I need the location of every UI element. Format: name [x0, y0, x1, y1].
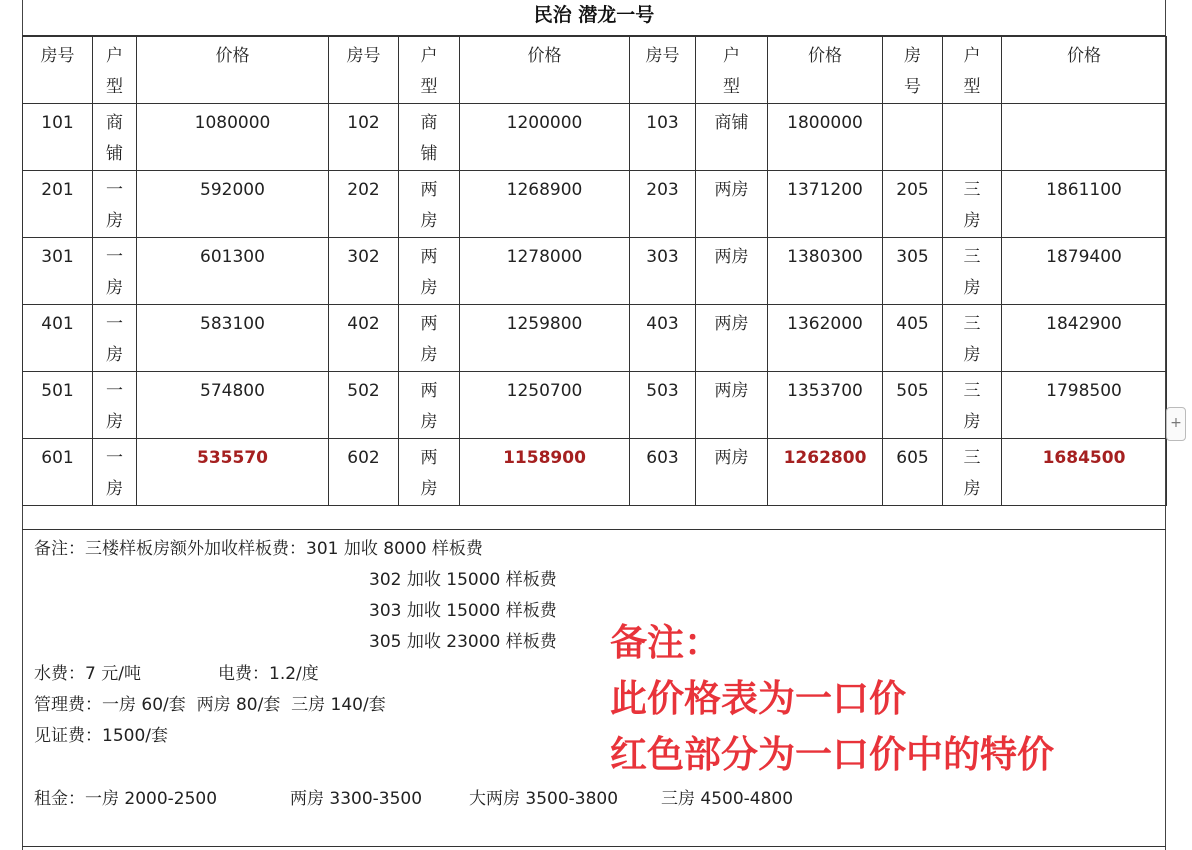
note-rent-one: 租金：一房 2000-2500 — [34, 789, 218, 809]
price-table — [22, 36, 1167, 506]
cell-text: 商铺 — [420, 113, 438, 164]
cell-price — [768, 104, 883, 171]
cell-text: 1262800 — [783, 448, 867, 468]
cell-text: 1080000 — [194, 113, 271, 133]
cell-text: 商铺 — [106, 113, 123, 164]
header-room-number — [630, 37, 696, 104]
bottom-border — [22, 846, 1166, 847]
cell-text: 103 — [646, 113, 679, 133]
cell-text: 1800000 — [787, 113, 863, 133]
header-unit-type — [399, 37, 460, 104]
cell-price — [1002, 104, 1167, 171]
cell-room-number — [23, 238, 93, 305]
cell-text: 两房 — [714, 180, 749, 200]
cell-text: 三房 — [963, 180, 981, 231]
header-price — [460, 37, 630, 104]
cell-text: 两房 — [714, 448, 749, 468]
note-sample-fee-305: 305 加收 23000 样板费 — [369, 632, 557, 652]
cell-text: 两房 — [420, 314, 438, 365]
note-rent-three: 三房 4500-4800 — [661, 789, 794, 809]
cell-unit-type — [399, 104, 460, 171]
cell-price — [137, 104, 329, 171]
note-sample-fee-303: 303 加收 15000 样板费 — [369, 601, 557, 621]
header-label: 户型 — [723, 46, 740, 97]
cell-room-number — [329, 372, 399, 439]
cell-room-number — [883, 104, 943, 171]
cell-price — [1002, 238, 1167, 305]
cell-room-number — [23, 305, 93, 372]
cell-text: 305 — [896, 247, 929, 267]
header-label: 价格 — [808, 46, 842, 66]
cell-text: 1362000 — [787, 314, 863, 334]
cell-price — [460, 238, 630, 305]
empty-row — [22, 494, 1166, 530]
cell-text: 一房 — [106, 381, 123, 432]
cell-text: 两房 — [420, 448, 438, 499]
cell-text: 1268900 — [506, 180, 583, 200]
header-label: 房号 — [346, 46, 381, 66]
cell-text: 两房 — [714, 381, 749, 401]
cell-unit-type — [943, 171, 1002, 238]
cell-text: 592000 — [200, 180, 265, 200]
header-label: 价格 — [527, 46, 562, 66]
header-label: 房号 — [645, 46, 680, 66]
table-row — [23, 372, 1167, 439]
cell-room-number — [883, 372, 943, 439]
cell-room-number — [630, 104, 696, 171]
cell-text: 603 — [646, 448, 679, 468]
cell-room-number — [883, 305, 943, 372]
cell-room-number — [883, 171, 943, 238]
overlay-note-label: 备注： — [610, 621, 721, 664]
note-sample-fee-302: 302 加收 15000 样板费 — [369, 570, 557, 590]
cell-unit-type — [696, 305, 768, 372]
cell-text: 三房 — [963, 448, 981, 499]
header-room-number — [883, 37, 943, 104]
cell-price — [137, 238, 329, 305]
cell-unit-type — [696, 372, 768, 439]
cell-price — [1002, 171, 1167, 238]
cell-unit-type — [93, 372, 137, 439]
cell-text: 302 — [347, 247, 380, 267]
cell-unit-type — [696, 238, 768, 305]
cell-text: 403 — [646, 314, 679, 334]
cell-text: 1684500 — [1042, 448, 1126, 468]
cell-text: 两房 — [714, 314, 749, 334]
cell-unit-type — [943, 238, 1002, 305]
cell-price — [137, 171, 329, 238]
cell-text: 301 — [41, 247, 74, 267]
table-row — [23, 171, 1167, 238]
cell-unit-type — [943, 305, 1002, 372]
cell-room-number — [23, 171, 93, 238]
note-sample-fee-301: 备注：三楼样板房额外加收样板费：301 加收 8000 样板费 — [34, 539, 483, 559]
cell-room-number — [329, 171, 399, 238]
cell-price — [137, 372, 329, 439]
cell-text: 535570 — [197, 448, 268, 468]
cell-price — [460, 305, 630, 372]
cell-text: 1200000 — [506, 113, 583, 133]
cell-text: 1380300 — [787, 247, 863, 267]
header-row — [23, 37, 1167, 104]
cell-text: 601 — [41, 448, 74, 468]
header-label: 价格 — [215, 46, 250, 66]
cell-unit-type — [399, 171, 460, 238]
header-label: 户型 — [420, 46, 438, 97]
cell-text: 1278000 — [506, 247, 583, 267]
cell-text: 1798500 — [1046, 381, 1122, 401]
cell-text: 1861100 — [1046, 180, 1122, 200]
cell-room-number — [23, 104, 93, 171]
header-unit-type — [93, 37, 137, 104]
cell-price — [460, 104, 630, 171]
cell-text: 605 — [896, 448, 929, 468]
cell-text: 1158900 — [503, 448, 586, 468]
cell-text: 102 — [347, 113, 380, 133]
cell-unit-type — [943, 104, 1002, 171]
header-room-number — [23, 37, 93, 104]
cell-text: 601300 — [200, 247, 265, 267]
note-water-fee: 水费：7 元/吨 — [34, 664, 141, 684]
cell-text: 583100 — [200, 314, 265, 334]
cell-price — [460, 171, 630, 238]
cell-price — [768, 238, 883, 305]
cell-unit-type — [93, 305, 137, 372]
cell-text: 三房 — [963, 381, 981, 432]
cell-text: 一房 — [106, 314, 123, 365]
cell-room-number — [630, 171, 696, 238]
header-price — [768, 37, 883, 104]
cell-text: 101 — [41, 113, 74, 133]
cell-price — [460, 372, 630, 439]
cell-room-number — [630, 305, 696, 372]
cell-price — [768, 171, 883, 238]
cell-text: 402 — [347, 314, 380, 334]
cell-unit-type — [399, 238, 460, 305]
cell-unit-type — [399, 372, 460, 439]
cell-price — [137, 305, 329, 372]
cell-room-number — [883, 238, 943, 305]
cell-text: 三房 — [963, 247, 981, 298]
cell-text: 202 — [347, 180, 380, 200]
cell-room-number — [630, 372, 696, 439]
cell-text: 1879400 — [1046, 247, 1122, 267]
header-unit-type — [696, 37, 768, 104]
cell-unit-type — [399, 305, 460, 372]
cell-text: 两房 — [420, 381, 438, 432]
cell-text: 两房 — [420, 180, 438, 231]
header-unit-type — [943, 37, 1002, 104]
note-rent-two: 两房 3300-3500 — [290, 789, 423, 809]
cell-price — [768, 372, 883, 439]
cell-text: 1371200 — [787, 180, 863, 200]
note-management-fee: 管理费：一房 60/套 两房 80/套 三房 140/套 — [34, 695, 386, 715]
table-row — [23, 104, 1167, 171]
note-rent-big-two: 大两房 3500-3800 — [469, 789, 619, 809]
cell-unit-type — [93, 171, 137, 238]
cell-unit-type — [696, 104, 768, 171]
note-witness-fee: 见证费：1500/套 — [34, 726, 168, 746]
cell-unit-type — [943, 372, 1002, 439]
cell-text: 201 — [41, 180, 74, 200]
cell-text: 303 — [646, 247, 679, 267]
cell-text: 两房 — [420, 247, 438, 298]
cell-text: 203 — [646, 180, 679, 200]
cell-text: 1353700 — [787, 381, 863, 401]
cell-text: 1250700 — [506, 381, 583, 401]
cell-text: 商铺 — [714, 113, 749, 133]
header-price — [137, 37, 329, 104]
cell-room-number — [630, 238, 696, 305]
cell-unit-type — [696, 171, 768, 238]
cell-price — [1002, 372, 1167, 439]
cell-text: 503 — [646, 381, 679, 401]
cell-price — [1002, 305, 1167, 372]
document-title: 民治 潜龙一号 — [22, 0, 1166, 36]
cell-room-number — [23, 372, 93, 439]
cell-text: 1842900 — [1046, 314, 1122, 334]
header-label: 价格 — [1067, 46, 1101, 66]
header-label: 户型 — [106, 46, 123, 97]
table-row — [23, 238, 1167, 305]
cell-price — [768, 305, 883, 372]
cell-text: 三房 — [963, 314, 981, 365]
header-label: 房号 — [904, 46, 921, 97]
overlay-fixed-price-note: 此价格表为一口价 — [610, 677, 906, 720]
cell-room-number — [329, 305, 399, 372]
cell-unit-type — [93, 104, 137, 171]
header-label: 房号 — [40, 46, 75, 66]
header-room-number — [329, 37, 399, 104]
table-row — [23, 305, 1167, 372]
cell-room-number — [329, 238, 399, 305]
cell-room-number — [329, 104, 399, 171]
cell-text: 一房 — [106, 180, 123, 231]
cell-text: 502 — [347, 381, 380, 401]
cell-text: 602 — [347, 448, 380, 468]
cell-text: 401 — [41, 314, 74, 334]
cell-text: 205 — [896, 180, 929, 200]
overlay-special-price-note: 红色部分为一口价中的特价 — [610, 733, 1054, 776]
cell-text: 1259800 — [506, 314, 583, 334]
cell-text: 505 — [896, 381, 929, 401]
cell-unit-type — [93, 238, 137, 305]
cell-text: 两房 — [714, 247, 749, 267]
expand-button[interactable]: + — [1166, 407, 1186, 441]
cell-text: 501 — [41, 381, 74, 401]
cell-text: 一房 — [106, 448, 123, 499]
cell-text: 405 — [896, 314, 929, 334]
header-price — [1002, 37, 1167, 104]
cell-text: 一房 — [106, 247, 123, 298]
header-label: 户型 — [963, 46, 981, 97]
cell-text: 574800 — [200, 381, 265, 401]
note-electric-fee: 电费：1.2/度 — [218, 664, 319, 684]
